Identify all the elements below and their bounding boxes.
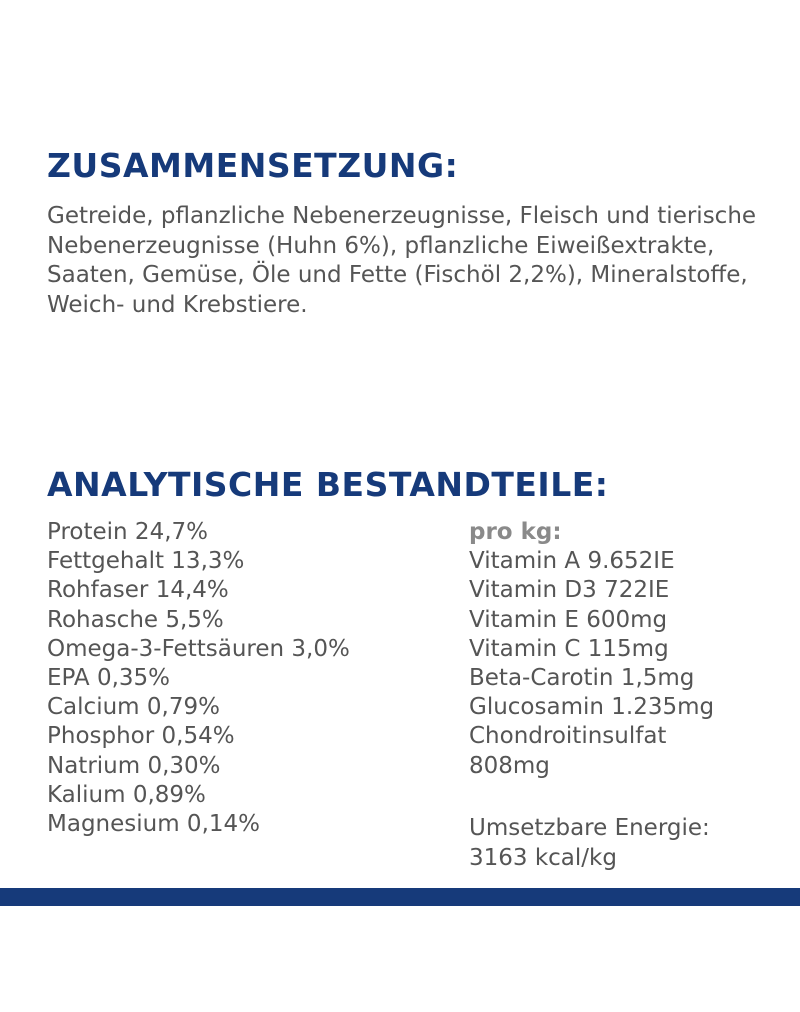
energy-label: Umsetzbare Energie: [469, 815, 710, 841]
composition-heading: ZUSAMMENSETZUNG: [47, 146, 459, 185]
list-item-vitamin-c: Vitamin C 115mg [469, 635, 669, 662]
bottom-divider-bar [0, 888, 800, 906]
list-item-sodium: Natrium 0,30% [47, 752, 221, 779]
energy-block [469, 814, 789, 873]
analytic-left-list [47, 518, 447, 839]
analytic-heading: ANALYTISCHE BESTANDTEILE: [47, 465, 609, 504]
list-item-glucosamin: Glucosamin 1.235mg [469, 694, 715, 721]
list-item-ash: Rohasche 5,5% [47, 606, 224, 633]
list-item-potassium: Kalium 0,89% [47, 781, 206, 808]
list-item-calcium: Calcium 0,79% [47, 694, 220, 721]
list-item-magnesium: Magnesium 0,14% [47, 811, 260, 838]
list-item-omega3: Omega-3-Fettsäuren 3,0% [47, 635, 350, 662]
list-item-protein: Protein 24,7% [47, 519, 208, 545]
list-item-phosphor: Phosphor 0,54% [47, 723, 235, 750]
list-item-epa: EPA 0,35% [47, 665, 171, 692]
list-item-fiber: Rohfaser 14,4% [47, 577, 229, 604]
composition-text: Getreide, pflanzliche Nebenerzeugnisse, Fleisch und tierische Nebenerzeugnisse (Huhn 6%), pflanzliche Eiweißextrakte, Saaten, Gemüse, Öle und Fette (Fischöl 2,2%), Mineralstoffe, Weich- und Krebstiere. [47, 203, 757, 318]
list-item-vitamin-a: Vitamin A 9.652IE [469, 548, 675, 575]
energy-value: 3163 kcal/kg [469, 844, 617, 871]
list-item-vitamin-e: Vitamin E 600mg [469, 606, 668, 633]
list-item-chondroitin: Chondroitinsulfat 808mg [469, 723, 667, 779]
analytic-right-list [469, 518, 789, 781]
list-item-beta-carotin: Beta-Carotin 1,5mg [469, 665, 695, 692]
list-item-vitamin-d3: Vitamin D3 722IE [469, 577, 670, 604]
list-item-fat: Fettgehalt 13,3% [47, 548, 245, 575]
per-kg-label: pro kg: [469, 519, 562, 545]
